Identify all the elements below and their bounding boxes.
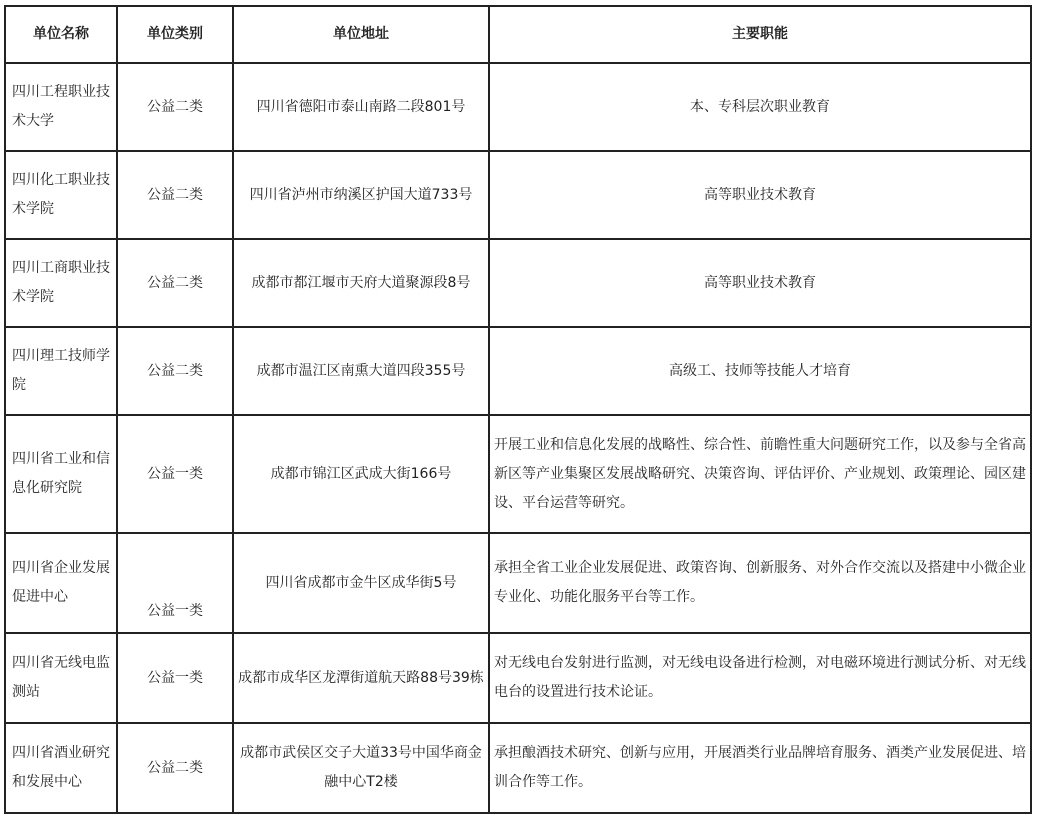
unit-category: 公益一类 xyxy=(117,633,233,723)
header-name: 单位名称 xyxy=(5,6,117,63)
unit-function: 承担酿酒技术研究、创新与应用，开展酒类行业品牌培育服务、酒类产业发展促进、培训合作等工作。 xyxy=(489,723,1031,813)
unit-function: 对无线电台发射进行监测，对无线电设备进行检测，对电磁环境进行测试分析、对无线电台的设置进行技术论证。 xyxy=(489,633,1031,723)
unit-address: 成都市都江堰市天府大道聚源段8号 xyxy=(233,239,489,327)
header-address: 单位地址 xyxy=(233,6,489,63)
unit-function: 高等职业技术教育 xyxy=(489,239,1031,327)
unit-function: 本、专科层次职业教育 xyxy=(489,63,1031,151)
unit-category: 公益二类 xyxy=(117,151,233,239)
unit-address: 四川省泸州市纳溪区护国大道733号 xyxy=(233,151,489,239)
header-category: 单位类别 xyxy=(117,6,233,63)
unit-name: 四川工商职业技术学院 xyxy=(5,239,117,327)
unit-category: 公益一类 xyxy=(117,415,233,533)
unit-address: 成都市锦江区武成大街166号 xyxy=(233,415,489,533)
unit-address: 四川省成都市金牛区成华街5号 xyxy=(233,533,489,633)
units-table xyxy=(4,5,1032,814)
unit-address: 四川省德阳市泰山南路二段801号 xyxy=(233,63,489,151)
unit-name: 四川化工职业技术学院 xyxy=(5,151,117,239)
header-row xyxy=(5,6,1031,63)
unit-name: 四川省酒业研究和发展中心 xyxy=(5,723,117,813)
unit-function: 高等职业技术教育 xyxy=(489,151,1031,239)
unit-category: 公益二类 xyxy=(117,723,233,813)
unit-name: 四川理工技师学院 xyxy=(5,327,117,415)
unit-category: 公益二类 xyxy=(117,63,233,151)
unit-function: 高级工、技师等技能人才培育 xyxy=(489,327,1031,415)
unit-category: 公益二类 xyxy=(117,327,233,415)
table-row xyxy=(5,63,1031,151)
table-row xyxy=(5,239,1031,327)
table-row xyxy=(5,327,1031,415)
table-row xyxy=(5,533,1031,633)
header-function: 主要职能 xyxy=(489,6,1031,63)
unit-category: 公益一类 xyxy=(117,533,233,633)
table-row xyxy=(5,415,1031,533)
unit-name: 四川省无线电监测站 xyxy=(5,633,117,723)
unit-name: 四川工程职业技术大学 xyxy=(5,63,117,151)
unit-name: 四川省工业和信息化研究院 xyxy=(5,415,117,533)
table-row xyxy=(5,151,1031,239)
unit-category: 公益二类 xyxy=(117,239,233,327)
table-row xyxy=(5,633,1031,723)
unit-function: 承担全省工业企业发展促进、政策咨询、创新服务、对外合作交流以及搭建中小微企业专业化、功能化服务平台等工作。 xyxy=(489,533,1031,633)
unit-address: 成都市温江区南熏大道四段355号 xyxy=(233,327,489,415)
unit-address: 成都市武侯区交子大道33号中国华商金融中心T2楼 xyxy=(233,723,489,813)
unit-name: 四川省企业发展促进中心 xyxy=(5,533,117,633)
table-row xyxy=(5,723,1031,813)
unit-address: 成都市成华区龙潭街道航天路88号39栋 xyxy=(233,633,489,723)
unit-function: 开展工业和信息化发展的战略性、综合性、前瞻性重大问题研究工作，以及参与全省高新区等产业集聚区发展战略研究、决策咨询、评估评价、产业规划、政策理论、园区建设、平台运营等研究。 xyxy=(489,415,1031,533)
